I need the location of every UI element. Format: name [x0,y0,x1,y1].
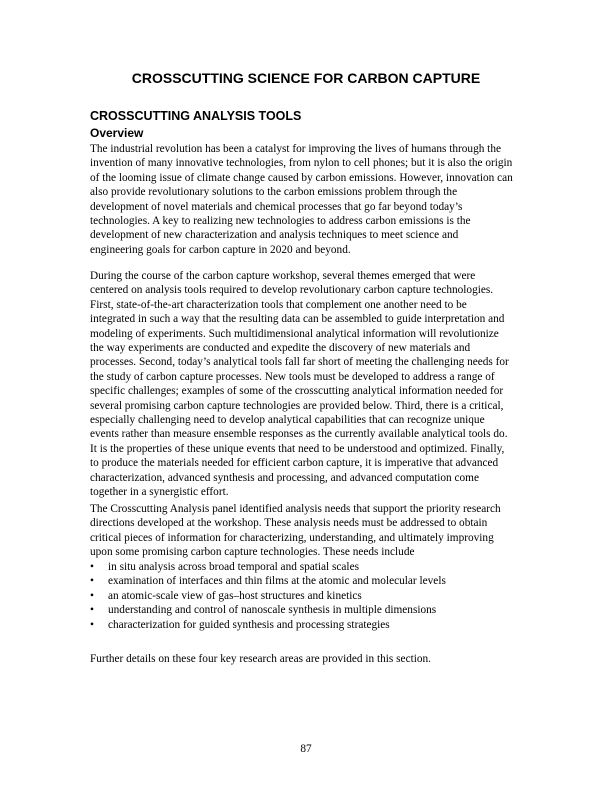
text-line: processes. Second, today’s analytical tools fall far short of meeting the challenging needs for [90,356,509,369]
text-line: several promising carbon capture technologies are provided below. Third, there is a critical, [90,399,504,412]
list-item [90,618,546,632]
text-line: to produce the materials needed for efficient carbon capture, it is imperative that advanced [90,457,499,470]
bullet-icon: • [90,618,94,631]
paragraph-4 [90,652,546,666]
paragraph-3 [90,502,546,560]
list-item-text: an atomic-scale view of gas–host structures and kinetics [108,589,362,602]
page-title: CROSSCUTTING SCIENCE FOR CARBON CAPTURE [131,70,481,86]
list-item-text: in situ analysis across broad temporal and spatial scales [108,561,359,573]
subsection-heading: Overview [90,126,144,140]
list-item-text: examination of interfaces and thin films at the atomic and molecular levels [108,575,446,588]
text-line: the study of carbon capture processes. New tools must be developed to address a range of [90,370,495,383]
list-item [90,603,546,617]
text-line: First, state-of-the-art characterization tools that complement one another need to be [90,298,467,311]
text-line: It is the properties of these unique events that need to be understood and optimized. Finally, [90,442,505,455]
text-line: specific challenges; examples of some of the crosscutting analytical information needed for [90,385,504,398]
bullet-icon: • [90,575,94,588]
needs-bullet-list [90,560,546,632]
paragraph-2 [90,269,546,500]
text-line: integrated in such a way that the resulting data can be assembled to guide interpretation and [90,313,505,326]
list-item-text: understanding and control of nanoscale synthesis in multiple dimensions [108,604,437,617]
text-line: The industrial revolution has been a catalyst for improving the lives of humans through the [90,143,501,155]
bullet-icon: • [90,561,94,573]
text-line: upon some promising carbon capture technologies. These needs include [90,546,415,559]
text-line: The Crosscutting Analysis panel identified analysis needs that support the priority research [90,503,501,515]
text-line: characterization, advanced synthesis and processing, and advanced computation come [90,471,479,484]
text-line: the way experiments are conducted and expedite the discovery of new materials and [90,342,471,355]
bullet-icon: • [90,589,94,602]
text-line: development of novel materials and chemical processes that go far beyond today’s [90,200,463,213]
text-line: engineering goals for carbon capture in 2020 and beyond. [90,243,351,256]
list-item-text: characterization for guided synthesis and processing strategies [108,618,390,631]
text-line: modeling of experiments. Such multidimensional analytical information will revolutionize [90,327,499,340]
text-line: centered on analysis tools required to develop revolutionary carbon capture technologies. [90,284,494,297]
paragraph-1 [90,142,546,257]
list-item [90,589,546,603]
list-item [90,574,546,588]
text-line: During the course of the carbon capture workshop, several themes emerged that were [90,270,476,282]
text-line: directions developed at the workshop. These analysis needs must be addressed to obtain [90,517,488,530]
section-heading: CROSSCUTTING ANALYSIS TOOLS [90,109,302,123]
text-line: technologies. A key to realizing new technologies to address carbon emissions is the [90,215,471,228]
page-number: 87 [300,743,312,755]
text-line: development of new characterization and analysis techniques to meet science and [90,229,459,242]
text-line: Further details on these four key research areas are provided in this section. [90,653,431,665]
list-item [90,560,546,574]
text-line: critical pieces of information for characterizing, understanding, and ultimately improving [90,531,494,544]
text-line: events rather than measure ensemble responses as the currently available analytical tools do. [90,428,508,441]
text-line: also provide revolutionary solutions to the carbon emissions problem through the [90,186,458,199]
text-line: especially challenging need to develop analytical capabilities that can recognize unique [90,414,485,427]
bullet-icon: • [90,604,94,617]
text-line: invention of many innovative technologies, from nylon to cell phones; but it is also the origin [90,157,513,170]
text-line: together in a synergistic effort. [90,486,229,499]
text-line: of the looming issue of climate change caused by carbon emissions. However, innovation can [90,171,513,184]
